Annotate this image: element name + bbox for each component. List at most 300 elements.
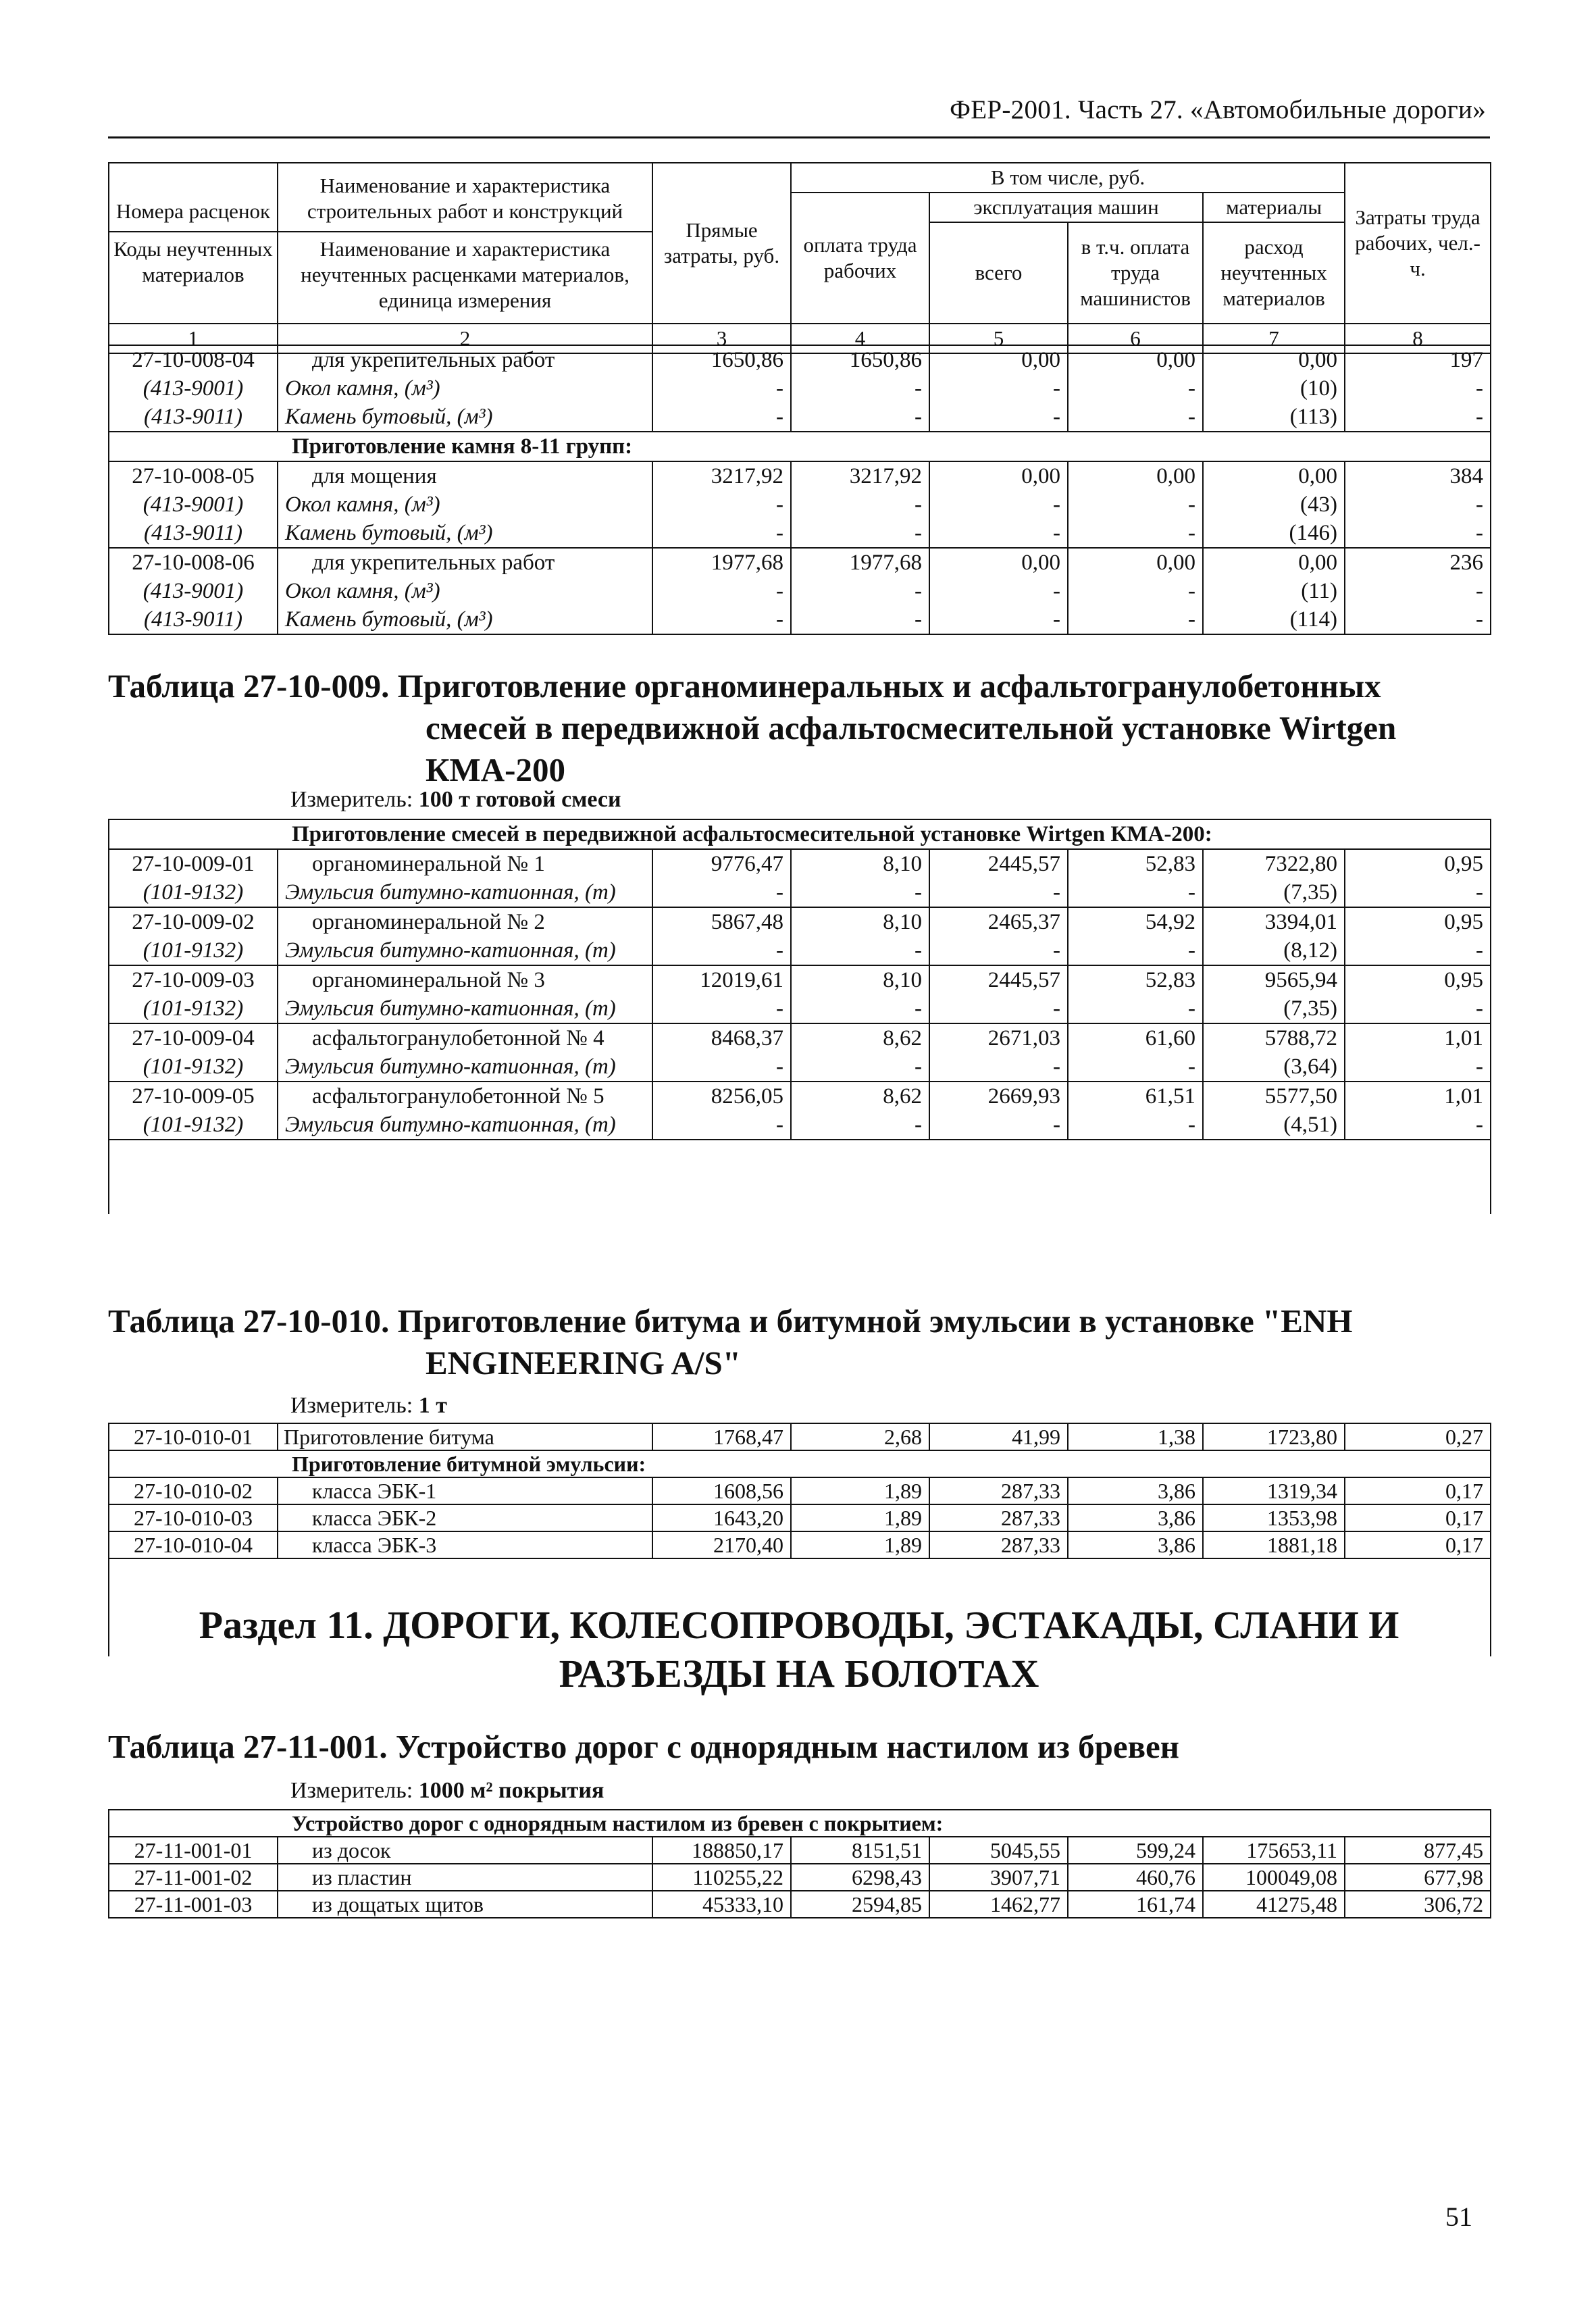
- row-value: 8,10: [791, 965, 929, 994]
- row-code: (101-9132): [109, 936, 278, 965]
- spacer-cell: [652, 1140, 791, 1214]
- row-value: 384: [1345, 461, 1491, 490]
- row-value: 1977,68: [652, 548, 791, 577]
- column-header-table: [108, 162, 1491, 354]
- row-value: 12019,61: [652, 965, 791, 994]
- measure-value: 1 т: [418, 1393, 447, 1418]
- title-line-1: Таблица 27-10-010. Приготовление битума и битумной эмульсии в установке "ENH: [108, 1302, 1353, 1340]
- row-value: (7,35): [1203, 994, 1345, 1023]
- row-value: -: [791, 994, 929, 1023]
- row-value: 0,17: [1345, 1531, 1491, 1558]
- row-name: органоминеральной № 2: [278, 907, 652, 936]
- row-value: 52,83: [1068, 849, 1203, 878]
- row-value: -: [1345, 1111, 1491, 1140]
- table-27-10-010-title: [108, 1300, 1490, 1384]
- row-name: Камень бутовый, (м³): [278, 403, 652, 432]
- row-value: -: [652, 577, 791, 605]
- row-value: 161,74: [1068, 1891, 1203, 1918]
- row-value: -: [791, 1111, 929, 1140]
- measure-27-10-009: [290, 787, 621, 813]
- table-row: [109, 1023, 1491, 1052]
- row-code: 27-10-009-05: [109, 1082, 278, 1111]
- row-name: Эмульсия битумно-катионная, (т): [278, 994, 652, 1023]
- row-name: класса ЭБК-2: [278, 1504, 652, 1531]
- row-code: 27-10-009-01: [109, 849, 278, 878]
- row-value: 0,00: [1068, 461, 1203, 490]
- spacer-cell: [791, 1140, 929, 1214]
- row-value: 2594,85: [791, 1891, 929, 1918]
- title-line-3: КМА-200: [426, 751, 565, 788]
- table-row: [109, 490, 1491, 519]
- measure-label: Измеритель:: [290, 787, 413, 812]
- table-row: [109, 1082, 1491, 1111]
- row-code: (413-9001): [109, 490, 278, 519]
- row-value: 45333,10: [652, 1891, 791, 1918]
- table-27-11-001: [108, 1809, 1491, 1918]
- row-value: -: [1068, 403, 1203, 432]
- row-value: (113): [1203, 403, 1345, 432]
- table-row: [109, 461, 1491, 490]
- row-value: 3907,71: [929, 1864, 1068, 1891]
- row-value: 3217,92: [652, 461, 791, 490]
- row-value: -: [1345, 605, 1491, 634]
- group-heading: Устройство дорог с однорядным настилом из бревен с покрытием:: [109, 1810, 1491, 1837]
- row-value: 52,83: [1068, 965, 1203, 994]
- row-value: (8,12): [1203, 936, 1345, 965]
- row-value: -: [652, 878, 791, 907]
- row-code: (413-9001): [109, 577, 278, 605]
- table-row: [109, 1423, 1491, 1450]
- col-name-header: [278, 163, 652, 324]
- row-code: 27-10-008-04: [109, 345, 278, 374]
- row-value: -: [791, 490, 929, 519]
- table-row: [109, 548, 1491, 577]
- row-value: -: [791, 403, 929, 432]
- row-code: 27-10-009-02: [109, 907, 278, 936]
- row-value: -: [929, 374, 1068, 403]
- row-value: 61,60: [1068, 1023, 1203, 1052]
- row-code: 27-10-008-05: [109, 461, 278, 490]
- row-value: 1,38: [1068, 1423, 1203, 1450]
- col-num-3: 3: [652, 324, 791, 353]
- row-name: асфальтогранулобетонной № 5: [278, 1082, 652, 1111]
- row-value: 0,00: [929, 548, 1068, 577]
- row-value: -: [1068, 1052, 1203, 1082]
- row-name: Окол камня, (м³): [278, 577, 652, 605]
- row-value: -: [1068, 994, 1203, 1023]
- row-value: 110255,22: [652, 1864, 791, 1891]
- row-value: -: [929, 577, 1068, 605]
- spacer-cell: [109, 1140, 278, 1214]
- row-value: 2671,03: [929, 1023, 1068, 1052]
- row-code: (413-9011): [109, 605, 278, 634]
- col-1b: Коды неучтенных материалов: [113, 237, 273, 286]
- row-name: из досок: [278, 1837, 652, 1864]
- row-value: -: [1068, 577, 1203, 605]
- row-value: -: [652, 1111, 791, 1140]
- row-value: 460,76: [1068, 1864, 1203, 1891]
- table-row: [109, 1864, 1491, 1891]
- row-value: 3,86: [1068, 1531, 1203, 1558]
- row-value: 1319,34: [1203, 1477, 1345, 1504]
- row-value: (11): [1203, 577, 1345, 605]
- table-row: [109, 519, 1491, 548]
- col-num-2: 2: [278, 324, 652, 353]
- row-code: 27-11-001-03: [109, 1891, 278, 1918]
- group-heading: Приготовление смесей в передвижной асфальтосмесительной установке Wirtgen КМА-200:: [109, 819, 1491, 849]
- table-27-10-008: [108, 345, 1491, 635]
- row-value: -: [1068, 519, 1203, 548]
- row-value: 9776,47: [652, 849, 791, 878]
- row-value: 54,92: [1068, 907, 1203, 936]
- table-row: [109, 1052, 1491, 1082]
- measure-27-11-001: [290, 1778, 604, 1804]
- col-num-5: 5: [929, 324, 1068, 353]
- row-value: 1768,47: [652, 1423, 791, 1450]
- row-value: 1643,20: [652, 1504, 791, 1531]
- table-row: [109, 1531, 1491, 1558]
- row-value: 9565,94: [1203, 965, 1345, 994]
- row-value: -: [929, 994, 1068, 1023]
- row-code: 27-10-010-01: [109, 1423, 278, 1450]
- table-row: [109, 605, 1491, 634]
- table-row: [109, 1504, 1491, 1531]
- table-row: [109, 1891, 1491, 1918]
- row-value: (4,51): [1203, 1111, 1345, 1140]
- row-code: (101-9132): [109, 1111, 278, 1140]
- row-value: 2,68: [791, 1423, 929, 1450]
- row-value: 61,51: [1068, 1082, 1203, 1111]
- row-value: 0,17: [1345, 1477, 1491, 1504]
- row-value: -: [1068, 374, 1203, 403]
- row-value: -: [652, 519, 791, 548]
- row-name: из пластин: [278, 1864, 652, 1891]
- row-value: 287,33: [929, 1477, 1068, 1504]
- table-row: [109, 1111, 1491, 1140]
- row-name: для укрепительных работ: [278, 548, 652, 577]
- col-2b: Наименование и характеристика неучтенных расценками материалов, единица измерения: [301, 237, 629, 312]
- row-value: 5577,50: [1203, 1082, 1345, 1111]
- row-value: 599,24: [1068, 1837, 1203, 1864]
- row-value: 1,89: [791, 1477, 929, 1504]
- measure-27-10-010: [290, 1393, 447, 1419]
- row-value: 8,10: [791, 907, 929, 936]
- group-heading: Приготовление битумной эмульсии:: [109, 1450, 1491, 1477]
- row-value: 8,62: [791, 1082, 929, 1111]
- col-num-8: 8: [1345, 324, 1491, 353]
- row-value: 1,89: [791, 1504, 929, 1531]
- table-row: [109, 345, 1491, 374]
- row-value: 6298,43: [791, 1864, 929, 1891]
- row-name: Камень бутовый, (м³): [278, 519, 652, 548]
- row-value: 1,01: [1345, 1023, 1491, 1052]
- row-value: (3,64): [1203, 1052, 1345, 1082]
- row-value: -: [1068, 490, 1203, 519]
- row-name: органоминеральной № 3: [278, 965, 652, 994]
- row-value: (146): [1203, 519, 1345, 548]
- row-value: -: [1345, 878, 1491, 907]
- section-line-2: РАЗЪЕЗДЫ НА БОЛОТАХ: [559, 1652, 1039, 1696]
- row-value: -: [652, 994, 791, 1023]
- col-1a: Номера расценок: [115, 199, 271, 223]
- row-value: -: [1345, 519, 1491, 548]
- group-heading: Приготовление камня 8-11 групп:: [109, 432, 1491, 461]
- row-value: 877,45: [1345, 1837, 1491, 1864]
- row-code: 27-10-009-03: [109, 965, 278, 994]
- spacer-cell: [1068, 1140, 1203, 1214]
- row-value: 2465,37: [929, 907, 1068, 936]
- row-value: -: [1345, 994, 1491, 1023]
- spacer-cell: [1203, 1140, 1345, 1214]
- col-codes-header: [109, 163, 278, 324]
- col-6: в т.ч. оплата труда машинистов: [1068, 222, 1203, 324]
- row-code: 27-11-001-02: [109, 1864, 278, 1891]
- row-value: 1462,77: [929, 1891, 1068, 1918]
- row-name: Окол камня, (м³): [278, 490, 652, 519]
- row-value: -: [1345, 577, 1491, 605]
- row-value: 41,99: [929, 1423, 1068, 1450]
- row-value: 3394,01: [1203, 907, 1345, 936]
- row-value: 8468,37: [652, 1023, 791, 1052]
- page-number: 51: [1445, 2202, 1472, 2232]
- row-value: -: [929, 605, 1068, 634]
- row-code: (413-9011): [109, 519, 278, 548]
- table-row: [109, 965, 1491, 994]
- table-row: [109, 577, 1491, 605]
- row-value: 8,10: [791, 849, 929, 878]
- table-row: [109, 994, 1491, 1023]
- col-8: Затраты труда рабочих, чел.-ч.: [1345, 163, 1491, 324]
- row-value: 2445,57: [929, 965, 1068, 994]
- row-value: -: [1345, 936, 1491, 965]
- running-header: ФЕР-2001. Часть 27. «Автомобильные дороги»: [950, 95, 1486, 124]
- row-name: для мощения: [278, 461, 652, 490]
- row-name: класса ЭБК-1: [278, 1477, 652, 1504]
- row-value: 8151,51: [791, 1837, 929, 1864]
- row-code: (101-9132): [109, 878, 278, 907]
- col-num-1: 1: [109, 324, 278, 353]
- title-line-2: смесей в передвижной асфальтосмесительной установке Wirtgen: [426, 709, 1397, 746]
- row-value: 3,86: [1068, 1504, 1203, 1531]
- row-value: -: [652, 936, 791, 965]
- row-value: 5788,72: [1203, 1023, 1345, 1052]
- row-code: 27-10-010-02: [109, 1477, 278, 1504]
- table-row: [109, 878, 1491, 907]
- group-heading-row: [109, 432, 1491, 461]
- row-code: 27-10-009-04: [109, 1023, 278, 1052]
- row-value: 0,95: [1345, 907, 1491, 936]
- row-value: -: [1068, 936, 1203, 965]
- spacer-cell: [1345, 1140, 1491, 1214]
- col-incl: В том числе, руб.: [791, 163, 1345, 193]
- row-value: -: [929, 490, 1068, 519]
- row-name: Окол камня, (м³): [278, 374, 652, 403]
- row-code: 27-11-001-01: [109, 1837, 278, 1864]
- row-value: -: [791, 1052, 929, 1082]
- col-3: Прямые затраты, руб.: [652, 163, 791, 324]
- col-num-4: 4: [791, 324, 929, 353]
- header-rule: [108, 136, 1490, 138]
- row-value: 0,27: [1345, 1423, 1491, 1450]
- spacer-cell: [278, 1140, 652, 1214]
- col-materials: материалы: [1203, 193, 1345, 222]
- row-value: 0,00: [1203, 345, 1345, 374]
- row-name: Эмульсия битумно-катионная, (т): [278, 1111, 652, 1140]
- row-name: Эмульсия битумно-катионная, (т): [278, 878, 652, 907]
- row-value: -: [791, 577, 929, 605]
- table-27-11-001-title: [108, 1726, 1490, 1768]
- row-value: -: [929, 1052, 1068, 1082]
- row-name: Эмульсия битумно-катионная, (т): [278, 1052, 652, 1082]
- section-line-1: Раздел 11. ДОРОГИ, КОЛЕСОПРОВОДЫ, ЭСТАКАДЫ, СЛАНИ И: [199, 1603, 1399, 1647]
- row-value: -: [1068, 1111, 1203, 1140]
- row-value: 0,00: [929, 345, 1068, 374]
- col-2a: Наименование и характеристика строительных работ и конструкций: [307, 174, 623, 223]
- col-num-6: 6: [1068, 324, 1203, 353]
- row-value: -: [1345, 1052, 1491, 1082]
- spacer-cell: [929, 1140, 1068, 1214]
- table-row: [109, 1837, 1491, 1864]
- table-row: [109, 907, 1491, 936]
- row-value: -: [1345, 403, 1491, 432]
- row-value: -: [929, 878, 1068, 907]
- row-value: 3,86: [1068, 1477, 1203, 1504]
- title-line-1: Таблица 27-10-009. Приготовление органоминеральных и асфальтогранулобетонных: [108, 667, 1381, 705]
- row-name: класса ЭБК-3: [278, 1531, 652, 1558]
- row-value: 197: [1345, 345, 1491, 374]
- table-row: [109, 936, 1491, 965]
- row-value: 41275,48: [1203, 1891, 1345, 1918]
- row-value: (7,35): [1203, 878, 1345, 907]
- row-value: -: [791, 374, 929, 403]
- row-value: -: [929, 519, 1068, 548]
- row-value: -: [791, 519, 929, 548]
- row-value: -: [652, 490, 791, 519]
- row-value: 1,89: [791, 1531, 929, 1558]
- row-value: 1650,86: [652, 345, 791, 374]
- row-value: 1977,68: [791, 548, 929, 577]
- section-11-title: [108, 1601, 1490, 1698]
- row-value: 1353,98: [1203, 1504, 1345, 1531]
- row-value: -: [929, 1111, 1068, 1140]
- row-value: 175653,11: [1203, 1837, 1345, 1864]
- row-value: (10): [1203, 374, 1345, 403]
- row-name: Эмульсия битумно-катионная, (т): [278, 936, 652, 965]
- measure-value: 1000 м² покрытия: [418, 1778, 604, 1803]
- row-value: 287,33: [929, 1531, 1068, 1558]
- measure-label: Измеритель:: [290, 1778, 413, 1803]
- table-row: [109, 849, 1491, 878]
- row-value: 0,00: [929, 461, 1068, 490]
- row-name: Камень бутовый, (м³): [278, 605, 652, 634]
- row-value: 8,62: [791, 1023, 929, 1052]
- row-value: 677,98: [1345, 1864, 1491, 1891]
- row-value: 1723,80: [1203, 1423, 1345, 1450]
- col-machines: эксплуатация машин: [929, 193, 1203, 222]
- row-code: (101-9132): [109, 994, 278, 1023]
- title-line-2: ENGINEERING A/S": [426, 1344, 741, 1381]
- row-name: асфальтогранулобетонной № 4: [278, 1023, 652, 1052]
- row-code: 27-10-010-04: [109, 1531, 278, 1558]
- row-value: -: [1068, 878, 1203, 907]
- row-value: 1608,56: [652, 1477, 791, 1504]
- row-value: 1650,86: [791, 345, 929, 374]
- row-value: -: [652, 605, 791, 634]
- measure-label: Измеритель:: [290, 1393, 413, 1418]
- group-heading-row: [109, 1810, 1491, 1837]
- row-value: 8256,05: [652, 1082, 791, 1111]
- row-name: для укрепительных работ: [278, 345, 652, 374]
- row-value: 0,00: [1068, 548, 1203, 577]
- row-name: из дощатых щитов: [278, 1891, 652, 1918]
- col-7: расход неучтенных материалов: [1203, 222, 1345, 324]
- row-code: 27-10-010-03: [109, 1504, 278, 1531]
- row-name: Приготовление битума: [278, 1423, 652, 1450]
- row-code: (413-9001): [109, 374, 278, 403]
- row-value: -: [652, 1052, 791, 1082]
- row-value: -: [791, 878, 929, 907]
- row-value: 0,17: [1345, 1504, 1491, 1531]
- row-value: (114): [1203, 605, 1345, 634]
- measure-value: 100 т готовой смеси: [418, 787, 621, 812]
- table-row: [109, 1477, 1491, 1504]
- row-value: 0,00: [1068, 345, 1203, 374]
- row-value: 5045,55: [929, 1837, 1068, 1864]
- row-code: 27-10-008-06: [109, 548, 278, 577]
- row-value: 0,00: [1203, 461, 1345, 490]
- row-code: (101-9132): [109, 1052, 278, 1082]
- row-value: 236: [1345, 548, 1491, 577]
- row-value: 188850,17: [652, 1837, 791, 1864]
- title-line-1: Таблица 27-11-001. Устройство дорог с однорядным настилом из бревен: [108, 1728, 1180, 1765]
- col-5: всего: [929, 222, 1068, 324]
- row-value: 2170,40: [652, 1531, 791, 1558]
- row-value: 2669,93: [929, 1082, 1068, 1111]
- row-value: 5867,48: [652, 907, 791, 936]
- row-value: 0,95: [1345, 849, 1491, 878]
- row-value: -: [791, 936, 929, 965]
- col-4: оплата труда рабочих: [791, 193, 929, 324]
- row-value: -: [652, 374, 791, 403]
- row-value: 2445,57: [929, 849, 1068, 878]
- col-num-7: 7: [1203, 324, 1345, 353]
- row-code: (413-9011): [109, 403, 278, 432]
- group-heading-row: [109, 1450, 1491, 1477]
- row-value: 100049,08: [1203, 1864, 1345, 1891]
- row-value: (43): [1203, 490, 1345, 519]
- row-value: -: [1068, 605, 1203, 634]
- row-value: 3217,92: [791, 461, 929, 490]
- row-value: 306,72: [1345, 1891, 1491, 1918]
- table-27-10-009: [108, 819, 1491, 1214]
- row-value: -: [1345, 374, 1491, 403]
- table-row: [109, 403, 1491, 432]
- row-value: 0,95: [1345, 965, 1491, 994]
- group-heading-row: [109, 819, 1491, 849]
- table-27-10-009-title: [108, 665, 1490, 791]
- row-value: 1881,18: [1203, 1531, 1345, 1558]
- row-value: 7322,80: [1203, 849, 1345, 878]
- row-value: -: [1345, 490, 1491, 519]
- row-value: -: [929, 936, 1068, 965]
- table-spacer: [109, 1140, 1491, 1214]
- table-row: [109, 374, 1491, 403]
- row-value: -: [929, 403, 1068, 432]
- row-value: -: [791, 605, 929, 634]
- row-value: 1,01: [1345, 1082, 1491, 1111]
- row-value: 0,00: [1203, 548, 1345, 577]
- row-value: -: [652, 403, 791, 432]
